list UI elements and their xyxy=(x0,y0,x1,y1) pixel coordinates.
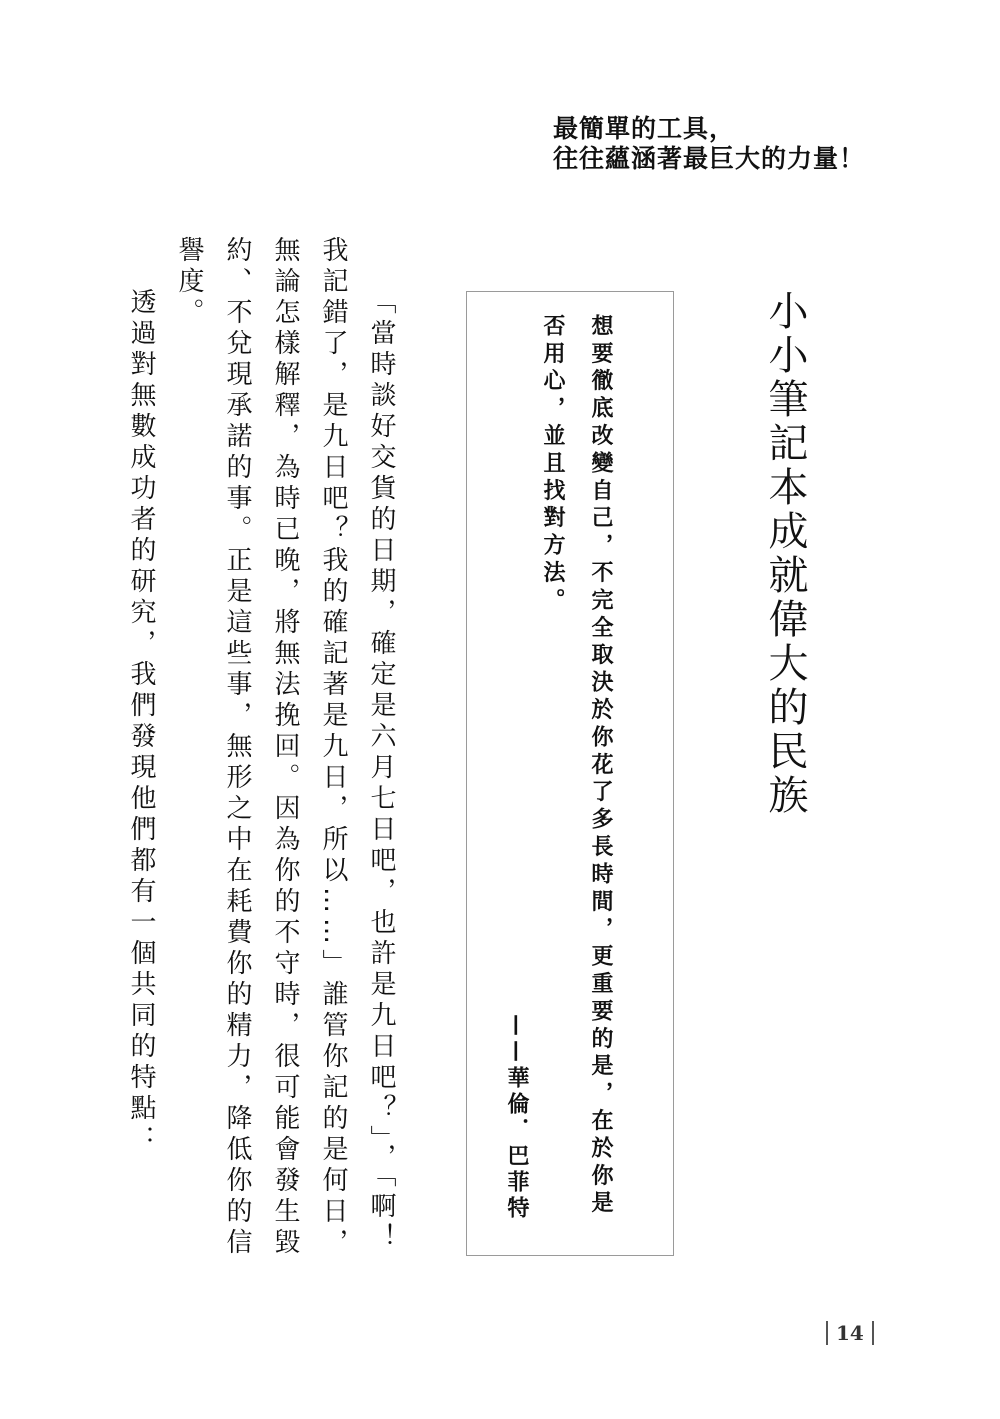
quote-box xyxy=(466,291,674,1256)
page-number-divider-left xyxy=(826,1321,828,1345)
running-header-line-1: 最簡單的工具， xyxy=(552,114,735,143)
running-header xyxy=(553,114,865,174)
page-number-divider-right xyxy=(872,1321,874,1345)
quote-text: 想要徹底改變自己，不完全取決於你花了多長時間，更重要的是，在於你是否用心，並且找對方法。 xyxy=(540,314,614,1219)
body-text xyxy=(117,236,405,1276)
body-paragraph: 透過對無數成功者的研究，我們發現他們都有一個共同的特點： xyxy=(126,288,156,1156)
chapter-title: 小小筆記本成就偉大的民族 xyxy=(762,290,808,818)
quote-attribution: ——華倫．巴菲特 xyxy=(504,1014,530,1222)
page-number xyxy=(818,1316,882,1348)
body-paragraph: 「當時談好交貨的日期，確定是六月七日吧，也許是九日吧？」，「啊！我記錯了，是九日吧？我的確記著是九日，所以……」誰管你記的是何日，無論怎樣解釋，為時已晚，將無法挽回。因為你的不守時，很可能會發生毀約、不兌現承諾的事。正是這些事，無形之中在耗費你的精力，降低你的信譽度。 xyxy=(174,236,396,1259)
running-header-line-2: 往往蘊涵著最巨大的力量！ xyxy=(552,144,865,173)
page-number-value: 14 xyxy=(836,1320,864,1345)
